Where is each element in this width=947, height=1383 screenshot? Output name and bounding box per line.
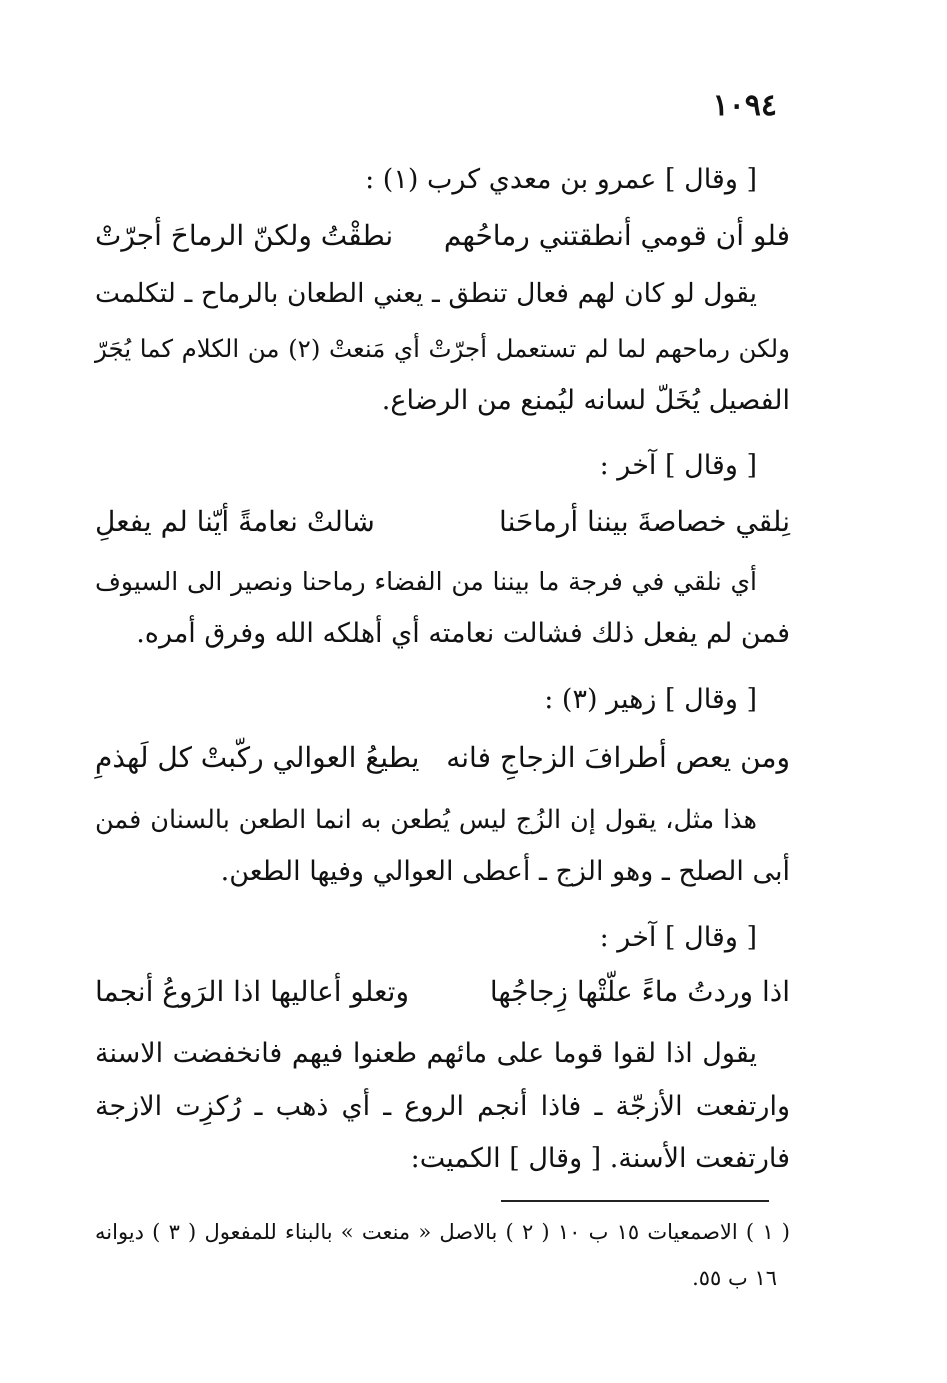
footnote-line: ( ١ ) الاصمعيات ١٥ ب ١٠ ( ٢ ) بالاصل « منعت » بالبناء للمفعول ( ٣ ) ديوانه — [95, 1220, 790, 1244]
heading-line: [ وقال ] آخر : — [599, 922, 757, 953]
verse-line — [95, 214, 790, 258]
verse-second-hemistich: نطقْتُ ولكنّ الرماحَ أجرّتْ — [95, 219, 394, 252]
page-number: ١٠٩٤ — [712, 88, 777, 123]
verse-first-hemistich: نِلقي خصاصةَ بيننا أرماحَنا — [499, 505, 790, 538]
verse-first-hemistich: فلو أن قومي أنطقتني رماحُهم — [443, 219, 790, 252]
footnote-separator — [501, 1200, 769, 1202]
verse-line — [95, 736, 790, 780]
verse-second-hemistich: وتعلو أعاليها اذا الرَوعُ أنجما — [95, 975, 409, 1008]
prose-line: فارتفعت الأسنة. [ وقال ] الكميت: — [410, 1143, 790, 1174]
prose-line: أبى الصلح ـ وهو الزج ـ أعطى العوالي وفيها الطعن. — [220, 856, 790, 887]
prose-line: فمن لم يفعل ذلك فشالت نعامته أي أهلكه الله وفرق أمره. — [136, 618, 790, 649]
heading-line: [ وقال ] عمرو بن معدي كرب (١) : — [365, 164, 757, 195]
footnote-line: ١٦ ب ٥٥. — [692, 1266, 777, 1290]
prose-line: وارتفعت الأزجّة ـ فاذا أنجم الروع ـ أي ذهب ـ رُكزِت الازجة — [95, 1091, 790, 1122]
prose-line: أي نلقي في فرجة ما بيننا من الفضاء رماحنا ونصير الى السيوف — [95, 567, 757, 596]
prose-line: يقول لو كان لهم فعال تنطق ـ يعني الطعان بالرماح ـ لتكلمت — [95, 278, 757, 309]
prose-line: يقول اذا لقوا قوما على مائهم طعنوا فيهم فانخفضت الاسنة — [95, 1038, 757, 1069]
verse-line — [95, 500, 790, 544]
heading-line: [ وقال ] آخر : — [599, 450, 757, 481]
verse-first-hemistich: ومن يعص أطرافَ الزجاجِ فانه — [446, 741, 790, 774]
prose-line: هذا مثل، يقول إن الزُج ليس يُطعن به انما الطعن بالسنان فمن — [95, 805, 757, 835]
verse-line — [95, 970, 790, 1014]
prose-line: ولكن رماحهم لما لم تستعمل أجرّتْ أي مَنعتْ (٢) من الكلام كما يُجَرّ — [95, 334, 790, 363]
verse-second-hemistich: شالتْ نعامةً أيّنا لم يفعلِ — [95, 505, 375, 538]
verse-second-hemistich: يطيعُ العوالي ركّبتْ كل لَهذمِ — [95, 741, 420, 774]
verse-first-hemistich: اذا وردتُ ماءً علّتْها زِجاجُها — [489, 975, 790, 1008]
prose-line: الفصيل يُخَلّ لسانه ليُمنع من الرضاع. — [381, 385, 790, 416]
heading-line: [ وقال ] زهير (٣) : — [544, 684, 757, 715]
